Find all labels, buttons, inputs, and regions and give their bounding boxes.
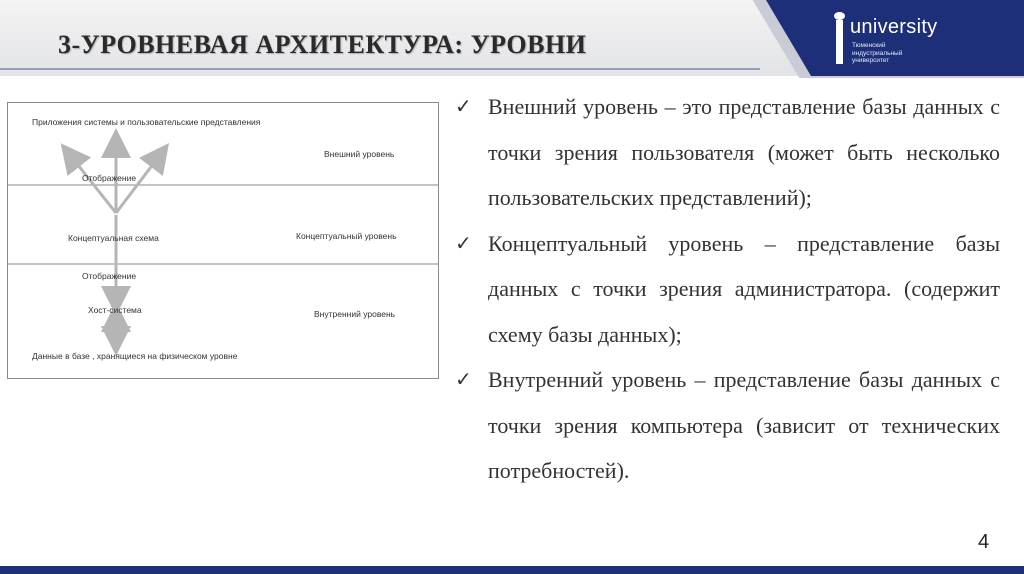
bullet-internal-level bbox=[455, 357, 1000, 494]
arrow-up-right bbox=[116, 155, 160, 213]
bullet-text: Концептуальный уровень – представление базы данных с точки зрения администратора. (содержит схему базы данных); bbox=[488, 230, 1000, 347]
footer-bar bbox=[0, 566, 1024, 574]
bullet-text: Внутренний уровень – представление базы данных с точки зрения компьютера (зависит от технических потребностей). bbox=[488, 367, 1000, 483]
physical-data-label: Данные в базе , хранящиеся на физическом уровне bbox=[32, 351, 238, 361]
architecture-diagram bbox=[7, 102, 439, 379]
checkmark-icon: ✓ bbox=[455, 367, 472, 391]
page-number: 4 bbox=[978, 531, 990, 553]
conceptual-schema-label: Концептуальная схема bbox=[68, 233, 159, 243]
header-divider bbox=[0, 68, 760, 70]
university-logo bbox=[836, 12, 1016, 68]
logo-pillar-icon bbox=[836, 20, 843, 64]
checkmark-icon: ✓ bbox=[455, 94, 472, 118]
conceptual-level-label: Концептуальный уровень bbox=[296, 231, 397, 241]
bullet-text: Внешний уровень – это представление базы данных с точки зрения пользователя (может быть несколько пользовательских представлений); bbox=[488, 94, 1000, 210]
globe-icon bbox=[834, 12, 845, 20]
bullet-external-level bbox=[455, 84, 1000, 221]
mapping-label-1: Отображение bbox=[82, 173, 137, 183]
bullet-conceptual-level bbox=[455, 221, 1000, 358]
logo-subtitle: Тюменский индустриальный университет bbox=[852, 42, 903, 64]
external-level-label: Внешний уровень bbox=[324, 149, 395, 159]
arrow-up-left bbox=[70, 155, 116, 213]
page-title: 3-УРОВНЕВАЯ АРХИТЕКТУРА: УРОВНИ bbox=[58, 30, 587, 59]
host-system-label: Хост-система bbox=[88, 305, 142, 315]
checkmark-icon: ✓ bbox=[455, 230, 472, 255]
diagram-top-label: Приложения системы и пользовательские представления bbox=[32, 117, 261, 127]
internal-level-label: Внутренний уровень bbox=[314, 309, 396, 319]
bullet-list bbox=[455, 84, 1000, 494]
logo-wordmark: university bbox=[850, 16, 938, 38]
mapping-label-2: Отображение bbox=[82, 271, 137, 281]
